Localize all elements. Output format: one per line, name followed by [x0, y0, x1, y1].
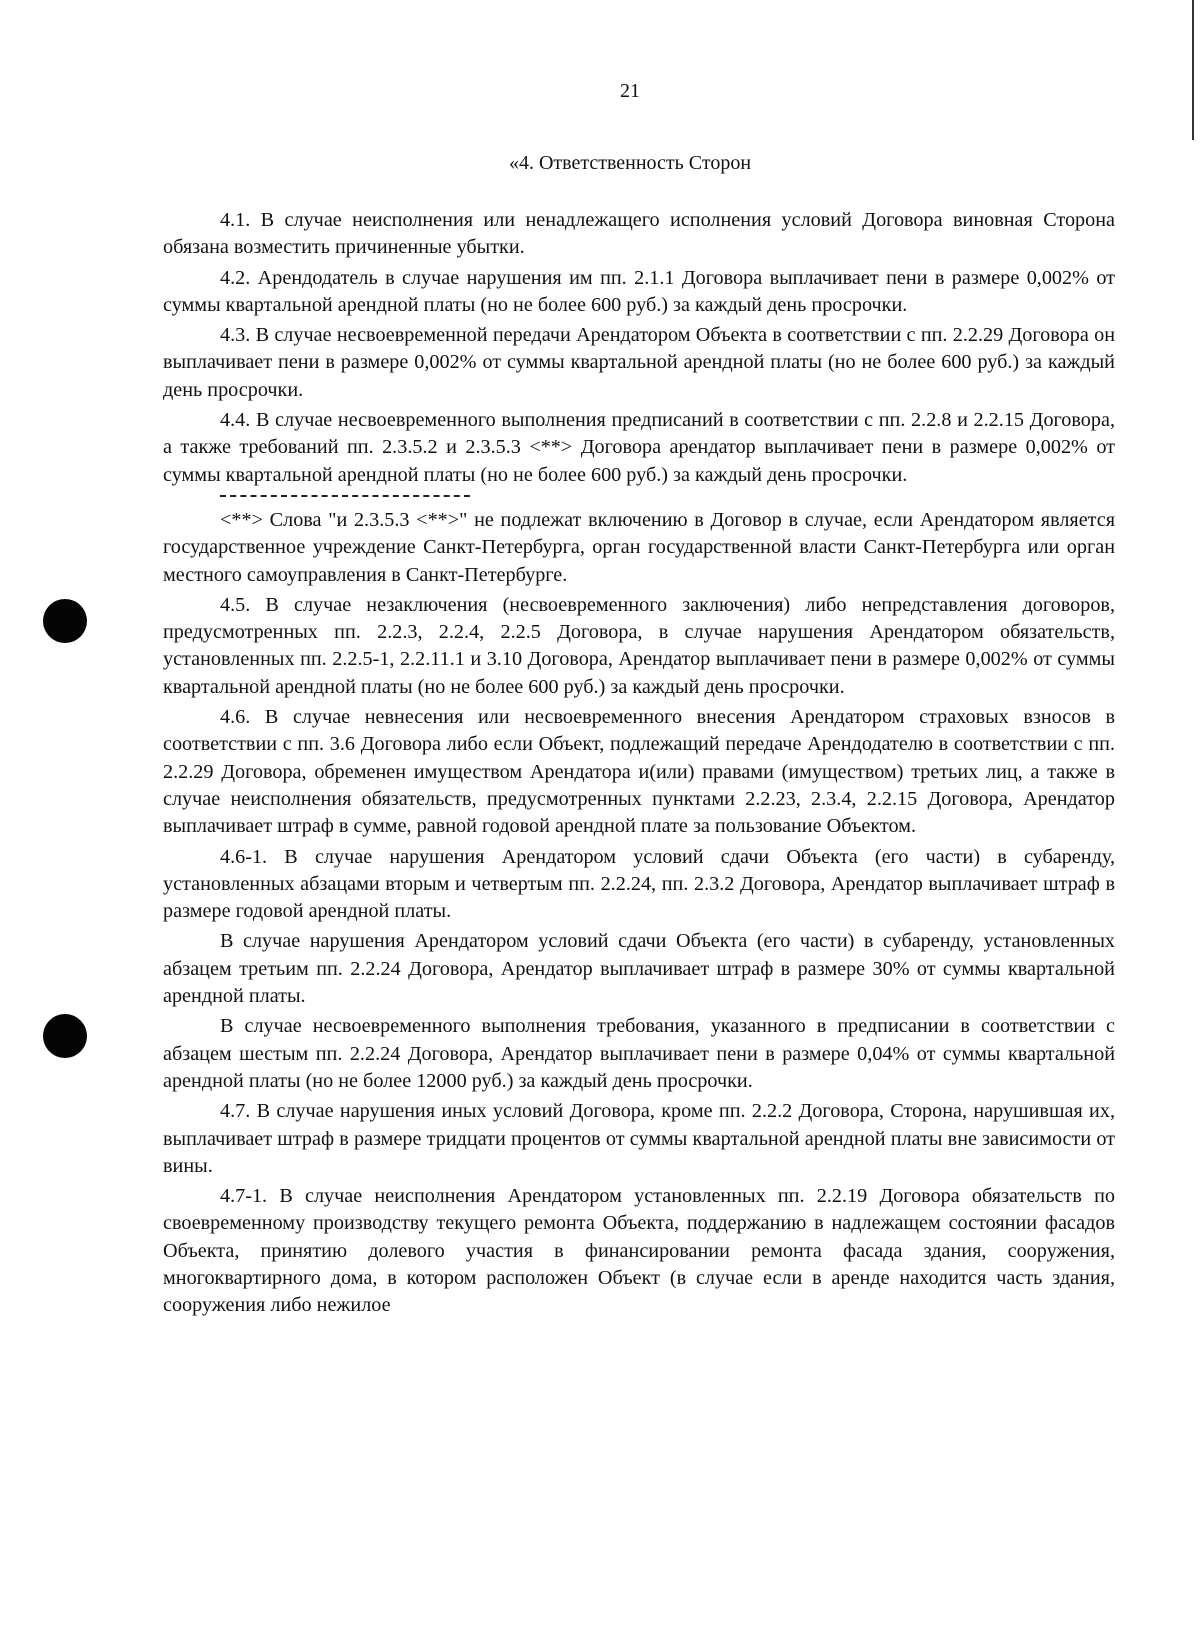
paragraph-subletting-30: В случае нарушения Арендатором условий сдачи Объекта (его части) в субаренду, установленных абзацем третьим пп. 2.2.24 Договора, Арендатор выплачивает штраф в размере 30% от суммы квартальной арендной платы. [163, 930, 1115, 1008]
paragraph-subletting-penalty: В случае несвоевременного выполнения требования, указанного в предписании в соответствии с абзацем шестым пп. 2.2.24 Договора, Арендатор выплачивает пени в размере 0,04% от суммы квартальной арендной платы (но не более 12000 руб.) за каждый день просрочки. [163, 1015, 1115, 1092]
page-number: 21 [620, 80, 640, 102]
punch-hole-bottom [43, 1014, 87, 1058]
paragraph-4-5: 4.5. В случае незаключения (несвоевременного заключения) либо непредставления договоров, предусмотренных пп. 2.2.3, 2.2.4, 2.2.5 Договора, в случае нарушения Арендатором обязательств, установленных пп. 2.2.5-1, 2.2.11.1 и 3.10 Договора, Арендатор выплачивает пени в размере 0,002% от суммы квартальной арендной платы (но не более 600 руб.) за каждый день просрочки. [163, 593, 1115, 698]
paragraph-4-4: 4.4. В случае несвоевременного выполнения предписаний в соответствии с пп. 2.2.8 и 2.2.15 Договора, а также требований пп. 2.3.5.2 и 2.3.5.3 <**> Договора арендатор выплачивает пени в размере 0,002% от суммы квартальной арендной платы (но не более 600 руб.) за каждый день просрочки. [163, 409, 1115, 486]
scan-edge-line [1192, 0, 1194, 140]
paragraph-4-1: 4.1. В случае неисполнения или ненадлежащего исполнения условий Договора виновная Сторона обязана возместить причиненные убытки. [163, 209, 1115, 259]
paragraph-4-7: 4.7. В случае нарушения иных условий Договора, кроме пп. 2.2.2 Договора, Сторона, нарушившая их, выплачивает штраф в размере тридцати процентов от суммы квартальной арендной платы вне зависимости от вины. [163, 1100, 1115, 1177]
footnote-divider [220, 495, 470, 497]
paragraph-4-6: 4.6. В случае невнесения или несвоевременного внесения Арендатором страховых взносов в соответствии с пп. 3.6 Договора либо если Объект, подлежащий передаче Арендодателю в соответствии с пп. 2.2.29 Договора, обременен имуществом Арендатора и(или) правами (имуществом) третьих лиц, а также в случае неисполнения обязательств, предусмотренных пунктами 2.2.23, 2.3.4, 2.2.15 Договора, Арендатор выплачивает штраф в сумме, равной годовой арендной плате за пользование Объектом. [163, 706, 1115, 838]
section-heading: «4. Ответственность Сторон [508, 152, 752, 174]
paragraph-4-2: 4.2. Арендодатель в случае нарушения им пп. 2.1.1 Договора выплачивает пени в размере 0,002% от суммы квартальной арендной платы (но не более 600 руб.) за каждый день просрочки. [163, 266, 1115, 316]
paragraph-4-7-1: 4.7-1. В случае неисполнения Арендатором установленных пп. 2.2.19 Договора обязательств по своевременному производству текущего ремонта Объекта, поддержанию в надлежащем состоянии фасадов Объекта, принятию долевого участия в финансировании ремонта фасада здания, сооружения, многоквартирного дома, в котором расположен Объект (в случае если в аренде находится часть здания, сооружения либо нежилое [163, 1185, 1115, 1317]
paragraph-4-3: 4.3. В случае несвоевременной передачи Арендатором Объекта в соответствии с пп. 2.2.29 Договора он выплачивает пени в размере 0,002% от суммы квартальной арендной платы (но не более 600 руб.) за каждый день просрочки. [163, 324, 1115, 401]
footnote: <**> Слова "и 2.3.5.3 <**>" не подлежат включению в Договор в случае, если Арендатором является государственное учреждение Санкт-Петербурга, орган государственной власти Санкт-Петербурга или орган местного самоуправления в Санкт-Петербурге. [163, 508, 1115, 586]
paragraph-4-6-1: 4.6-1. В случае нарушения Арендатором условий сдачи Объекта (его части) в субаренду, установленных абзацами вторым и четвертым пп. 2.2.24, пп. 2.3.2 Договора, Арендатор выплачивает штраф в размере годовой арендной платы. [163, 845, 1115, 923]
document-body [163, 207, 1115, 1320]
punch-hole-top [43, 599, 87, 643]
